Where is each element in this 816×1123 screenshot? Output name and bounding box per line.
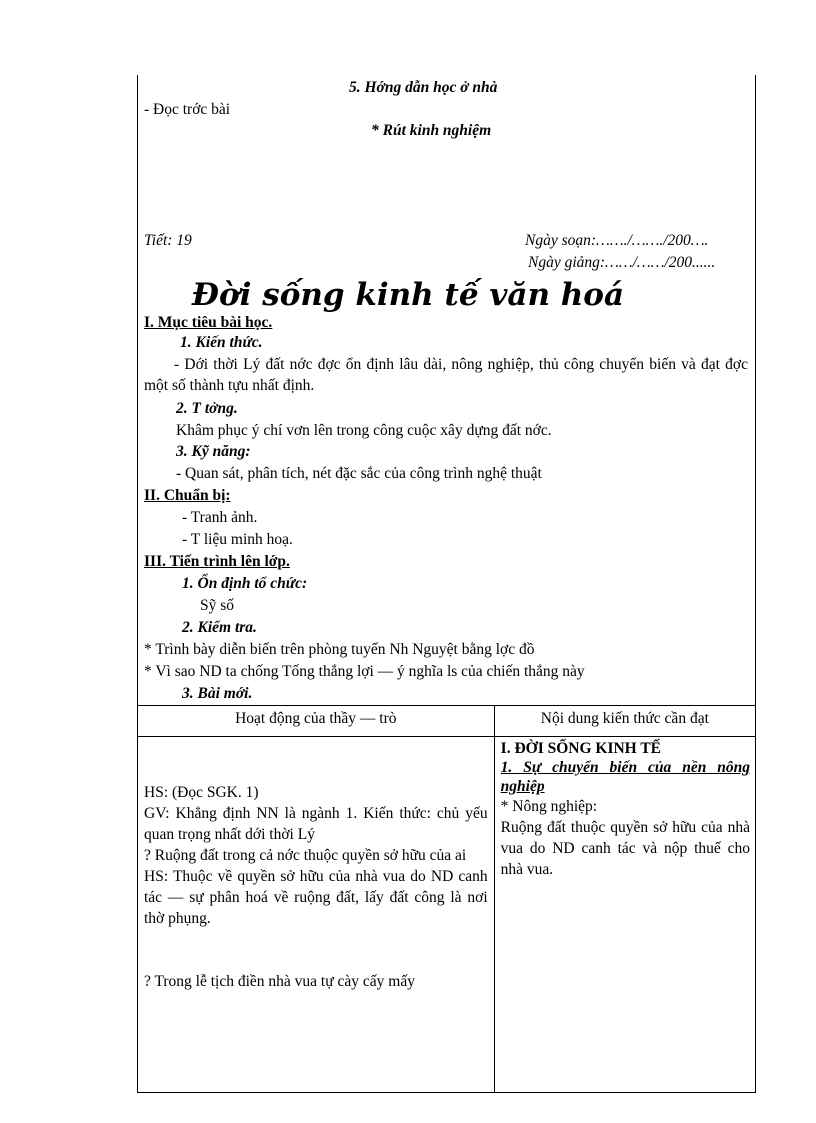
thought-text: Khâm phục ý chí vơn lên trong công cuộc xây dựng đất nớc. [176,422,552,439]
header-teacher-student: Hoạt động của thầy — trò [138,706,495,737]
step1-heading: 1. Ổn định tổ chức: [182,575,308,592]
header-knowledge-content: Nội dung kiến thức cần đạt [494,706,755,737]
lesson-title: Đời sống kinh tế văn hoá [191,277,625,313]
check-question-2: * Vì sao ND ta chống Tống thắng lợi — ý nghĩa ls của chiến thắng này [144,663,585,680]
preparation-item-pictures: - Tranh ảnh. [182,509,258,526]
content-cell [494,737,755,1093]
thought-heading: 2. T tởng. [176,400,238,417]
step2-heading: 2. Kiểm tra. [182,619,257,636]
step3-heading: 3. Bài mới. [182,685,253,702]
objectives-heading: I. Mục tiêu bài học. [144,314,273,331]
activity-line: HS: Thuộc về quyền sở hữu của nhà vua do ND canh tác — sự phân hoá về ruộng đất, lấy đất công là nơi thờ phụng. [144,868,488,927]
step1-text: Sỹ số [200,597,235,614]
preparation-heading: II. Chuẩn bị: [144,487,231,504]
period-label: Tiết: 19 [144,232,192,249]
content-subheading: 1. Sự chuyển biến của nền nông nghiệp [500,759,750,795]
skills-text: - Quan sát, phân tích, nét đặc sắc của công trình nghệ thuật [176,465,542,482]
activity-line: ? Trong lễ tịch điền nhà vua tự cày cấy mấy [144,973,415,990]
review-heading: * Rút kinh nghiệm [371,122,492,139]
content-text: Ruộng đất thuộc quyền sở hữu của nhà vua do ND canh tác và nộp thuế cho nhà vua. [500,819,750,878]
homework-section-heading: 5. Hớng dẫn học ở nhà [349,79,498,96]
process-heading: III. Tiến trình lên lớp. [144,553,290,570]
prepared-date: Ngày soạn:……./……./200…. [525,232,709,249]
content-item: * Nông nghiệp: [500,798,598,815]
check-question-1: * Trình bày diễn biến trên phòng tuyến Nh Nguyệt bằng lợc đồ [144,641,535,658]
homework-text: - Đọc trớc bài [144,101,231,118]
content-heading: I. ĐỜI SỐNG KINH TẾ [500,740,662,757]
table-row [138,737,756,1093]
activity-line: ? Ruộng đất trong cả nớc thuộc quyền sở hữu của ai [144,847,467,864]
skills-heading: 3. Kỹ năng: [176,443,251,460]
knowledge-heading: 1. Kiến thức. [180,334,263,351]
teaching-date: Ngày giảng:……/……/200...... [528,254,716,271]
activity-line: GV: Khẳng định NN là ngành 1. Kiến thức: chủ yếu quan trọng nhất dới thời Lý [144,805,488,843]
activities-cell [138,737,495,1093]
lesson-plan-table [137,705,756,1093]
preparation-item-materials: - T liệu minh hoạ. [182,531,293,548]
page-border-right [755,75,756,708]
table-header-row [138,706,756,737]
activity-line: HS: (Đọc SGK. 1) [144,784,259,801]
knowledge-text: - Dới thời Lý đất nớc đợc ổn định lâu dài, nông nghiệp, thủ công chuyển biến và đạt đợc một số thành tựu nhất định. [144,356,748,394]
